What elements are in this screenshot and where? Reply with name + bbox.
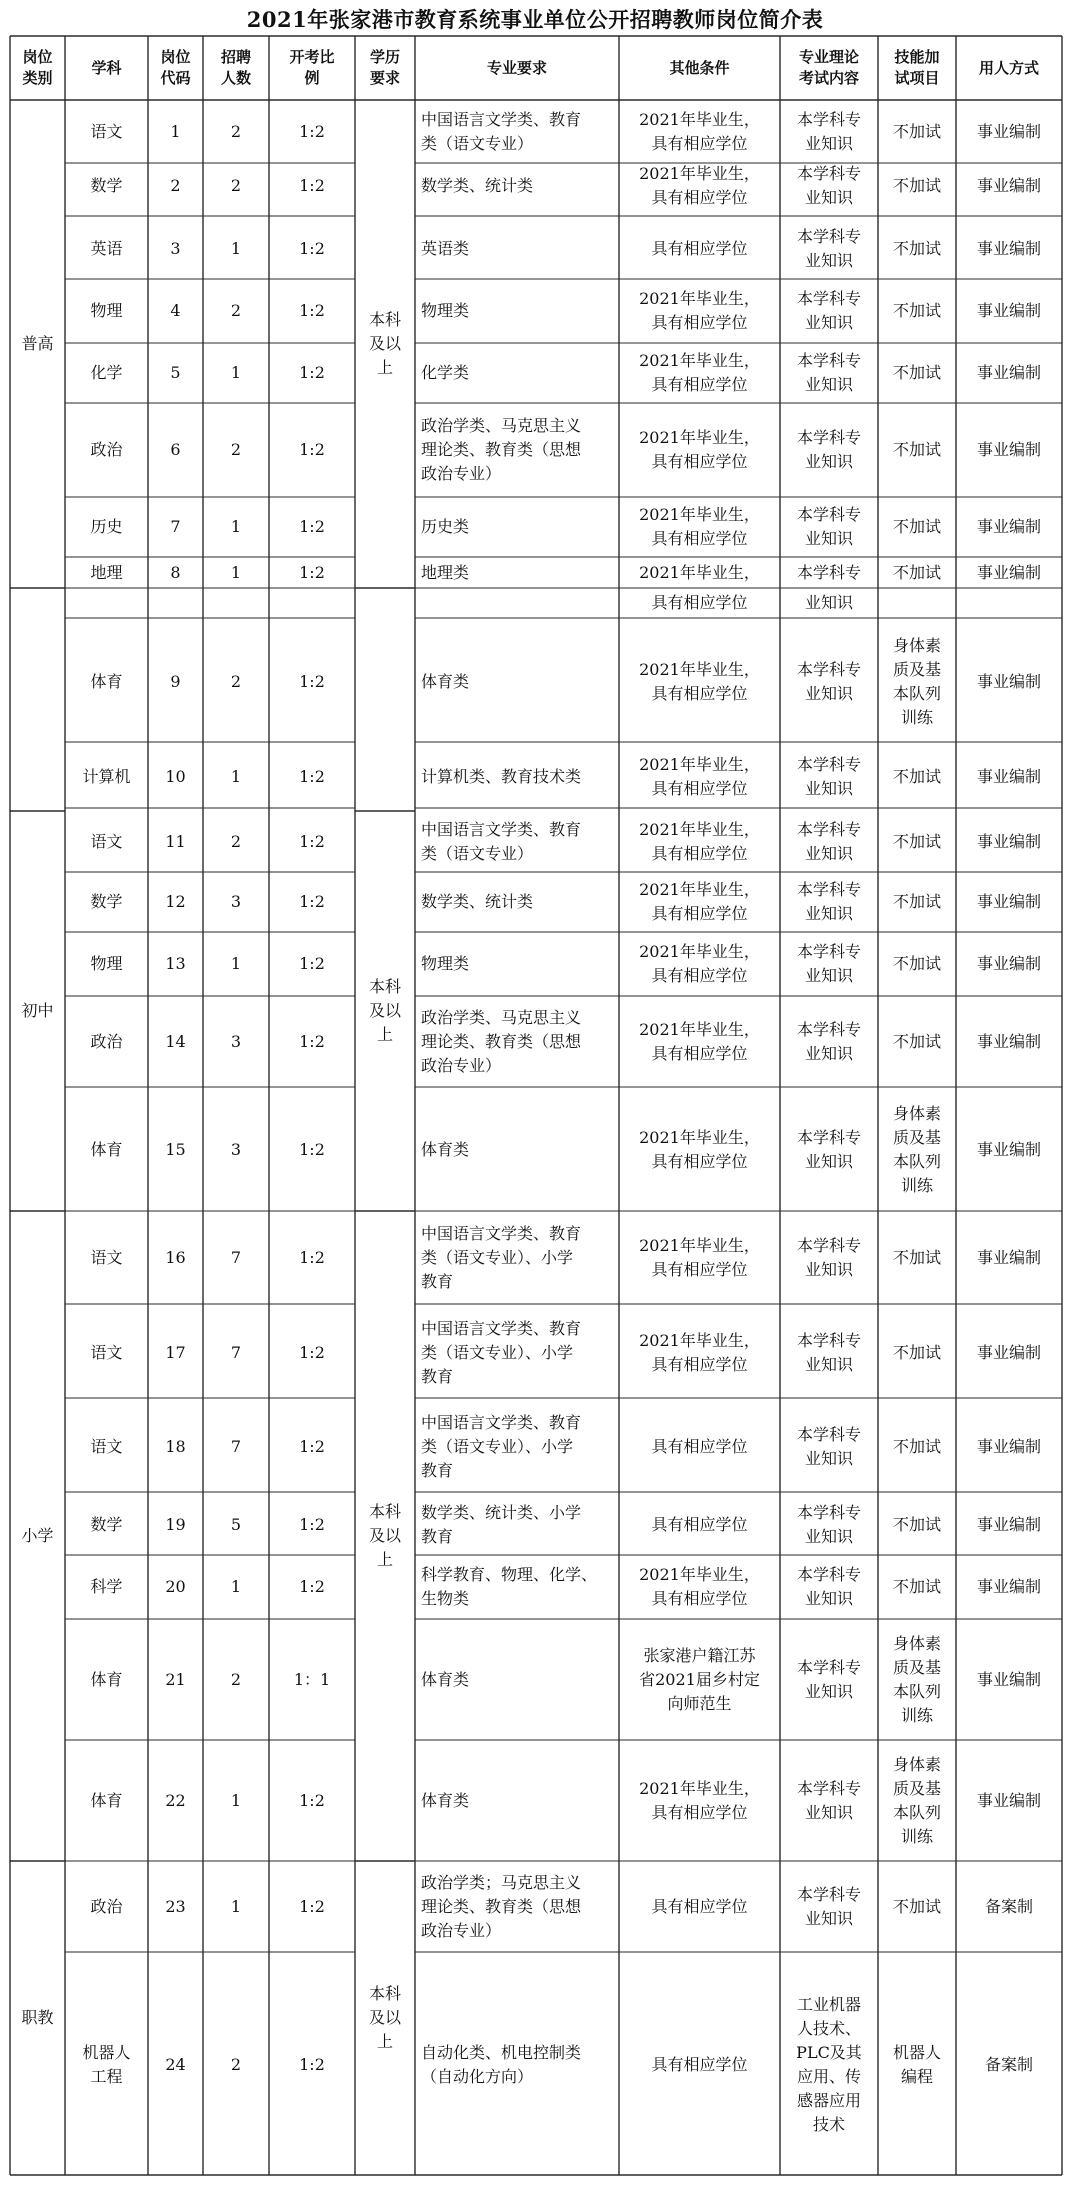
- cell-employ: 事业编制: [976, 1790, 1041, 1810]
- cell-ratio: 1:2: [299, 301, 325, 320]
- cell-exam: 本学科专 业知识: [796, 1884, 861, 1928]
- cell-code: 1: [170, 121, 181, 141]
- cell-exam: 本学科专 业知识: [796, 1424, 861, 1468]
- cell-other: 2021年毕业生， 具有相应学位: [639, 880, 760, 923]
- cell-skill: 身体素 质及基 本队列 训练: [892, 635, 941, 727]
- cell-exam: 本学科专 业知识: [796, 289, 861, 332]
- cell-skill: 身体素 质及基 本队列 训练: [892, 1104, 941, 1195]
- cell-code: 20: [165, 1577, 186, 1596]
- cell-quota: 7: [230, 1436, 242, 1456]
- cell-major: 体育类: [421, 1790, 470, 1810]
- cell-ratio: 1:2: [299, 363, 325, 382]
- cell-ratio: 1：1: [293, 1669, 331, 1689]
- cell-skill: 不加试: [892, 239, 941, 258]
- edu-senior: 本科 及以 上: [368, 310, 401, 377]
- cell-other: 具有相应学位: [651, 1896, 748, 1916]
- cell-employ: 备案制: [984, 2055, 1033, 2074]
- cell-subject: 英语: [90, 239, 123, 258]
- cell-other: 2021年毕业生， 具有相应学位: [639, 109, 760, 153]
- cell-skill: 不加试: [892, 175, 941, 195]
- cell-employ: 事业编制: [976, 892, 1041, 911]
- cell-code: [148, 588, 203, 618]
- cell-quota: 1: [230, 766, 242, 786]
- cell-quota: 2: [230, 175, 242, 195]
- edu-primary: 本科 及以 上: [368, 1502, 401, 1569]
- cell-quota: 3: [230, 1140, 242, 1159]
- cell-exam: 工业机器 人技术、 PLC及其 应用、传 感器应用 技术: [796, 1995, 862, 2134]
- cell-major: 体育类: [421, 1669, 470, 1689]
- cell-skill: 不加试: [892, 121, 941, 141]
- cell-exam: 本学科专 业知识: [796, 1657, 861, 1701]
- cell-employ: 事业编制: [976, 440, 1041, 459]
- cell-quota: 1: [230, 954, 242, 973]
- cell-subject: 语文: [90, 831, 123, 851]
- cell-skill: 不加试: [892, 440, 941, 459]
- cell-employ: 事业编制: [976, 671, 1041, 691]
- cell-quota: 2: [230, 671, 242, 691]
- cell-subject: [65, 588, 148, 618]
- cell-quota: [203, 588, 269, 618]
- cell-skill: 不加试: [892, 1896, 941, 1916]
- cell-other: 具有相应学位: [651, 1515, 748, 1534]
- cell-skill: 不加试: [892, 892, 941, 911]
- cell-other: 具有相应学位: [651, 239, 748, 258]
- cell-skill: 不加试: [892, 1515, 941, 1534]
- header-code: 岗位 代码: [160, 48, 191, 87]
- cell-subject: 体育: [90, 1140, 123, 1159]
- cell-other: 2021年毕业生， 具有相应学位: [639, 428, 760, 471]
- cell-other: 2021年毕业生， 具有相应学位: [639, 1019, 760, 1063]
- cell-subject: 计算机: [82, 766, 131, 786]
- cell-ratio: 1:2: [299, 1790, 325, 1810]
- cell-employ: 事业编制: [976, 562, 1041, 582]
- cell-quota: 2: [230, 831, 242, 851]
- cell-major: 数学类、统计类、小学 教育: [421, 1503, 582, 1546]
- cell-ratio: 1:2: [299, 892, 325, 911]
- cell-ratio: 1:2: [299, 1577, 325, 1596]
- cell-major: 中国语言文学类、教育 类（语文专业）、小学 教育: [421, 1223, 582, 1291]
- cell-code: 14: [165, 1031, 186, 1051]
- cell-skill: 不加试: [892, 301, 941, 320]
- category-junior: 初中: [21, 1001, 54, 1020]
- cell-other: 2021年毕业生， 具有相应学位: [639, 351, 760, 394]
- cell-code: 10: [165, 766, 186, 786]
- cell-subject: 化学: [90, 363, 123, 382]
- cell-employ: 事业编制: [976, 1515, 1041, 1534]
- cell-skill: 不加试: [892, 1342, 941, 1362]
- cell-major: [415, 588, 619, 618]
- cell-subject: 科学: [90, 1577, 123, 1596]
- cell-other: 2021年毕业生， 具有相应学位: [639, 1128, 760, 1171]
- cell-exam: 本学科专 业知识: [796, 505, 861, 548]
- cell-other: 2021年毕业生， 具有相应学位: [639, 942, 760, 985]
- cell-quota: 2: [230, 301, 242, 320]
- cell-ratio: 1:2: [299, 1140, 325, 1159]
- category-senior: 普高: [21, 334, 54, 353]
- cell-skill: 不加试: [892, 1031, 941, 1051]
- cell-quota: 1: [230, 517, 242, 536]
- cell-employ: 事业编制: [976, 766, 1041, 786]
- cell-skill: 不加试: [892, 766, 941, 786]
- header-skill: 技能加 试项目: [894, 48, 940, 87]
- cell-employ: [956, 588, 1062, 618]
- cell-major: 科学教育、物理、化学、 生物类: [421, 1565, 598, 1608]
- cell-code: 7: [170, 517, 181, 536]
- header-major: 专业要求: [486, 58, 547, 77]
- cell-subject: 物理: [90, 954, 123, 973]
- cell-exam: 本学科专 业知识: [796, 754, 861, 798]
- cell-other: 2021年毕业生， 具有相应学位: [639, 1778, 760, 1822]
- cell-major: 地理类: [421, 562, 470, 582]
- cell-subject: 政治: [90, 1031, 123, 1051]
- edu-vocational: 本科 及以 上: [368, 1984, 401, 2051]
- cell-employ: 事业编制: [976, 1247, 1041, 1267]
- cell-ratio: 1:2: [299, 2055, 325, 2074]
- cell-skill: 不加试: [892, 1436, 941, 1456]
- cell-subject: 语文: [90, 1342, 123, 1362]
- cell-ratio: 1:2: [299, 831, 325, 851]
- header-quota: 招聘 人数: [220, 48, 251, 87]
- cell-other: 2021年毕业生， 具有相应学位: [639, 163, 760, 207]
- cell-quota: 7: [230, 1247, 242, 1267]
- cell-ratio: 1:2: [299, 517, 325, 536]
- cell-subject: 体育: [90, 1669, 123, 1689]
- cell-exam: 本学科专 业知识: [796, 659, 861, 703]
- cell-quota: 2: [230, 440, 242, 459]
- cell-major: 化学类: [421, 363, 470, 382]
- cell-ratio: 1:2: [299, 1896, 325, 1916]
- cell-exam: 本学科专 业知识: [796, 1565, 861, 1608]
- cell-employ: 事业编制: [976, 301, 1041, 320]
- header-category: 岗位 类别: [22, 48, 53, 87]
- header-edu: 学历 要求: [369, 48, 400, 87]
- cell-other: 2021年毕业生，: [639, 562, 760, 582]
- cell-exam: 本学科专 业知识: [796, 819, 861, 863]
- cell-subject: 数学: [90, 175, 123, 195]
- cell-exam: 本学科专 业知识: [796, 942, 861, 985]
- cell-major: 英语类: [421, 239, 470, 258]
- cell-employ: 事业编制: [976, 121, 1041, 141]
- cell-other: 2021年毕业生， 具有相应学位: [639, 1330, 760, 1374]
- cell-code: 17: [165, 1342, 186, 1362]
- cell-subject: 数学: [90, 892, 123, 911]
- cell-ratio: 1:2: [299, 239, 325, 258]
- cell-other: 张家港户籍江苏 省2021届乡村定 向师范生: [639, 1645, 760, 1713]
- cell-other: 具有相应学位: [651, 1436, 748, 1456]
- cell-subject: 体育: [90, 1790, 123, 1810]
- cell-ratio: 1:2: [299, 1436, 325, 1456]
- cell-major: 数学类、统计类: [421, 175, 534, 195]
- cell-code: 23: [165, 1896, 186, 1916]
- cell-exam: 本学科专 业知识: [796, 1778, 861, 1822]
- cell-ratio: 1:2: [299, 175, 325, 195]
- cell-skill: 机器人 编程: [892, 2043, 941, 2086]
- cell-ratio: 1:2: [299, 562, 325, 582]
- cell-code: 11: [165, 831, 186, 851]
- cell-skill: [878, 588, 956, 618]
- cell-major: 自动化类、机电控制类 （自动化方向）: [421, 2043, 582, 2086]
- cell-subject: 历史: [90, 517, 123, 536]
- cell-exam: 本学科专 业知识: [796, 1503, 861, 1546]
- cell-employ: 事业编制: [976, 1140, 1041, 1159]
- cell-subject: 机器人 工程: [82, 2043, 131, 2086]
- cell-employ: 事业编制: [976, 954, 1041, 973]
- cell-quota: 7: [230, 1342, 242, 1362]
- category-primary: 小学: [21, 1526, 54, 1545]
- cell-employ: 事业编制: [976, 1669, 1041, 1689]
- cell-other: 2021年毕业生， 具有相应学位: [639, 754, 760, 798]
- cell-quota: 1: [230, 1896, 242, 1916]
- cell-code: 16: [165, 1247, 186, 1267]
- cell-code: 8: [170, 562, 181, 582]
- cell-exam: 本学科专 业知识: [796, 351, 861, 394]
- cell-other: 2021年毕业生， 具有相应学位: [639, 505, 760, 548]
- cell-ratio: 1:2: [299, 1342, 325, 1362]
- cell-major: 中国语言文学类、教育 类（语文专业）: [421, 109, 582, 153]
- cell-skill: 不加试: [892, 363, 941, 382]
- cell-major: 体育类: [421, 1140, 470, 1159]
- cell-ratio: 1:2: [299, 121, 325, 141]
- cell-skill: 身体素 质及基 本队列 训练: [892, 1754, 941, 1846]
- cell-code: 21: [165, 1669, 186, 1689]
- cell-major: 数学类、统计类: [421, 892, 534, 911]
- cell-quota: 1: [230, 562, 242, 582]
- cell-skill: 身体素 质及基 本队列 训练: [892, 1633, 941, 1725]
- cell-major: 中国语言文学类、教育 类（语文专业）: [421, 819, 582, 863]
- header-other: 其他条件: [669, 58, 730, 77]
- cell-quota: 3: [230, 1031, 242, 1051]
- cell-ratio: 1:2: [299, 766, 325, 786]
- cell-employ: 事业编制: [976, 831, 1041, 851]
- cell-code: 18: [165, 1436, 186, 1456]
- cell-employ: 事业编制: [976, 1436, 1041, 1456]
- cell-employ: 事业编制: [976, 1342, 1041, 1362]
- cell-other: 2021年毕业生， 具有相应学位: [639, 1235, 760, 1279]
- cell-subject: 语文: [90, 121, 123, 141]
- cell-other: 2021年毕业生， 具有相应学位: [639, 659, 760, 703]
- cell-major: 计算机类、教育技术类: [421, 766, 582, 786]
- cell-quota: 2: [230, 1669, 242, 1689]
- cell-employ: 事业编制: [976, 239, 1041, 258]
- cell-skill: 不加试: [892, 562, 941, 582]
- cell-code: 5: [170, 363, 181, 382]
- cell-skill: 不加试: [892, 1247, 941, 1267]
- cell-major: 中国语言文学类、教育 类（语文专业）、小学 教育: [421, 1412, 582, 1480]
- cell-exam: 本学科专 业知识: [796, 1019, 861, 1063]
- cell-subject: 体育: [90, 671, 123, 691]
- cell-skill: 不加试: [892, 1577, 941, 1596]
- page-title: 2021年张家港市教育系统事业单位公开招聘教师岗位简介表: [246, 7, 824, 32]
- category-vocational: 职教: [21, 2008, 54, 2027]
- cell-employ: 事业编制: [976, 175, 1041, 195]
- cell-major: 历史类: [421, 517, 470, 536]
- cell-exam: 业知识: [804, 593, 853, 612]
- cell-quota: 2: [230, 2055, 242, 2074]
- cell-employ: 事业编制: [976, 1031, 1041, 1051]
- cell-other: 具有相应学位: [651, 2055, 748, 2074]
- header-employ: 用人方式: [978, 58, 1039, 77]
- cell-major: 物理类: [421, 301, 470, 320]
- cell-code: 24: [165, 2055, 186, 2074]
- cell-code: 22: [165, 1790, 186, 1810]
- cell-major: 体育类: [421, 671, 470, 691]
- cell-exam: 本学科专 业知识: [796, 1235, 861, 1279]
- cell-quota: 2: [230, 121, 242, 141]
- cell-employ: 备案制: [984, 1896, 1033, 1916]
- cell-ratio: 1:2: [299, 1247, 325, 1267]
- cell-quota: 1: [230, 363, 242, 382]
- cell-skill: 不加试: [892, 831, 941, 851]
- cell-subject: 政治: [90, 440, 123, 459]
- cell-code: 9: [170, 671, 181, 691]
- cell-quota: 1: [230, 1577, 242, 1596]
- cell-quota: 1: [230, 239, 242, 258]
- cell-code: 4: [170, 301, 181, 320]
- cell-employ: 事业编制: [976, 1577, 1041, 1596]
- cell-ratio: 1:2: [299, 1031, 325, 1051]
- cell-exam: 本学科专 业知识: [796, 1128, 861, 1171]
- header-subject: 学科: [91, 58, 122, 77]
- cell-code: 15: [165, 1140, 186, 1159]
- cell-exam: 本学科专 业知识: [796, 1330, 861, 1374]
- cell-subject: 数学: [90, 1515, 123, 1534]
- cell-subject: 政治: [90, 1896, 123, 1916]
- cell-code: 3: [170, 239, 181, 258]
- cell-subject: 语文: [90, 1247, 123, 1267]
- cell-subject: 物理: [90, 301, 123, 320]
- cell-ratio: 1:2: [299, 440, 325, 459]
- cell-major: 物理类: [421, 954, 470, 973]
- cell-exam: 本学科专 业知识: [796, 163, 861, 207]
- cell-quota: 3: [230, 892, 242, 911]
- cell-subject: 地理: [90, 562, 123, 582]
- header-exam: 专业理论 考试内容: [798, 48, 859, 87]
- cell-code: 2: [170, 175, 181, 195]
- cell-ratio: 1:2: [299, 954, 325, 973]
- cell-other: 具有相应学位: [651, 593, 748, 612]
- cell-ratio: 1:2: [299, 1515, 325, 1534]
- cell-exam: 本学科专 业知识: [796, 109, 861, 153]
- cell-exam: 本学科专 业知识: [796, 428, 861, 471]
- cell-exam: 本学科专: [796, 562, 861, 582]
- cell-employ: 事业编制: [976, 363, 1041, 382]
- cell-exam: 本学科专 业知识: [796, 227, 861, 270]
- cell-skill: 不加试: [892, 517, 941, 536]
- cell-major: 政治学类、马克思主义 理论类、教育类（思想 政治专业）: [421, 1007, 582, 1075]
- header-ratio: 开考比 例: [289, 48, 335, 87]
- cell-code: 13: [165, 954, 186, 973]
- cell-exam: 本学科专 业知识: [796, 880, 861, 923]
- cell-subject: 语文: [90, 1436, 123, 1456]
- cell-employ: 事业编制: [976, 517, 1041, 536]
- cell-code: 19: [165, 1515, 186, 1534]
- edu-junior: 本科 及以 上: [368, 977, 401, 1044]
- cell-major: 中国语言文学类、教育 类（语文专业）、小学 教育: [421, 1318, 582, 1386]
- cell-ratio: [269, 588, 355, 618]
- cell-other: 2021年毕业生， 具有相应学位: [639, 289, 760, 332]
- cell-major: 政治学类、马克思主义 理论类、教育类（思想 政治专业）: [421, 416, 582, 483]
- cell-other: 2021年毕业生， 具有相应学位: [639, 819, 760, 863]
- cell-code: 6: [170, 440, 181, 459]
- cell-ratio: 1:2: [299, 671, 325, 691]
- cell-quota: 5: [230, 1515, 242, 1534]
- cell-major: 政治学类；马克思主义 理论类、教育类（思想 政治专业）: [421, 1872, 582, 1940]
- cell-skill: 不加试: [892, 954, 941, 973]
- cell-quota: 1: [230, 1790, 242, 1810]
- cell-code: 12: [165, 892, 186, 911]
- cell-other: 2021年毕业生， 具有相应学位: [639, 1565, 760, 1608]
